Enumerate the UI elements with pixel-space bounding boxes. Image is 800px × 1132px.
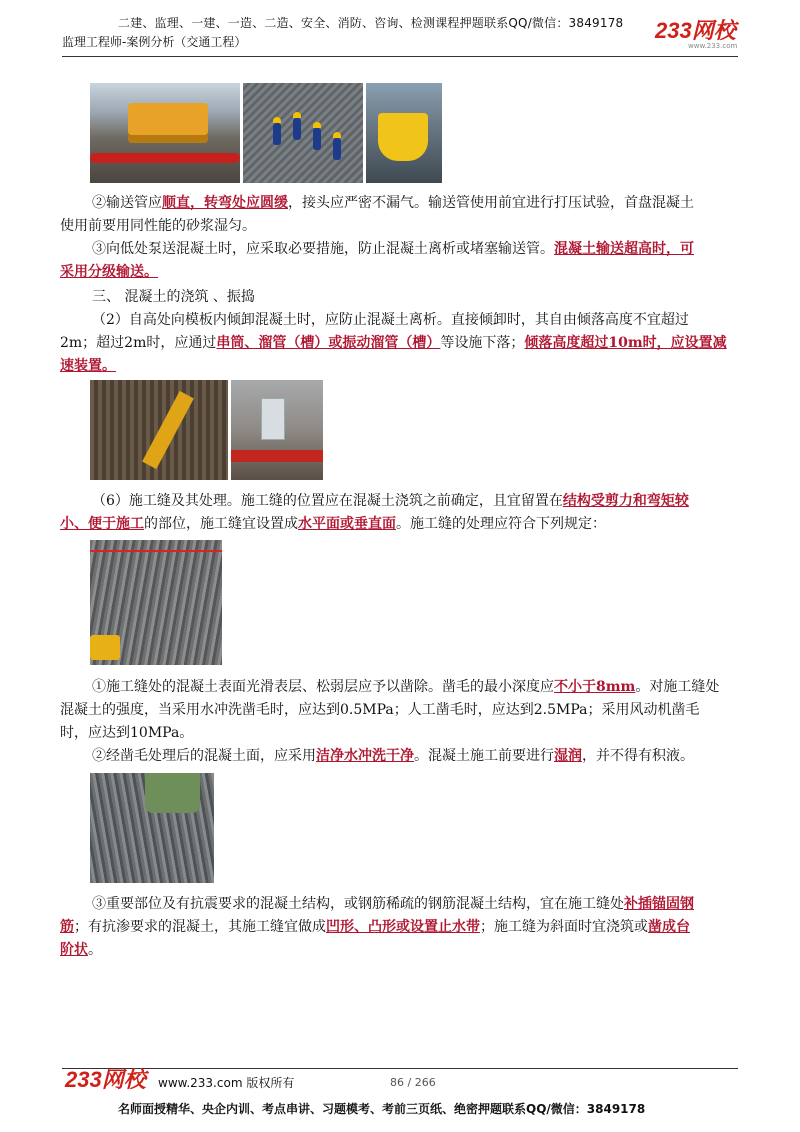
header-divider (62, 56, 738, 57)
paragraph-chisel-1: ①施工缝处的混凝土表面光滑表层、松弱层应予以凿除。凿毛的最小深度应不小于8mm。对施工缝处 (92, 679, 720, 695)
brand-url: www.233.com (688, 42, 738, 50)
formwork-chute-photo (90, 380, 228, 480)
washing-surface-photo (90, 773, 214, 883)
paragraph-pipe-2: 使用前要用同性能的砂浆湿匀。 (60, 218, 256, 234)
paragraph-joint-1: （6）施工缝及其处理。施工缝的位置应在混凝土浇筑之前确定，且宜留置在结构受剪力和弯矩较 (92, 493, 689, 509)
hopper-photo (366, 83, 442, 183)
paragraph-dumping-2: 2m；超过2m时，应通过串筒、溜管（槽）或振动溜管（槽）等设施下落；倾落高度超过10m时，应设置减 (60, 335, 727, 351)
paragraph-seismic-2: 筋；有抗渗要求的混凝土，其施工缝宜做成凹形、凸形或设置止水带；施工缝为斜面时宜浇筑或凿成台 (60, 919, 690, 935)
roughened-surface-photo (90, 540, 222, 665)
footer-copyright: www.233.com 版权所有 (158, 1076, 295, 1090)
footer-divider (62, 1068, 738, 1069)
footer-ad-text: 名师面授精华、央企内训、考点串讲、习题模考、考前三页纸、绝密押题联系QQ/微信：3849178 (118, 1102, 646, 1116)
workers-pouring-photo (243, 83, 363, 183)
paragraph-dumping-3: 速装置。 (60, 358, 116, 374)
page-number: 86 / 266 (390, 1076, 436, 1089)
paragraph-chisel-3: 时，应达到10MPa。 (60, 725, 194, 741)
brand-logo: 233网校 (655, 18, 736, 43)
paragraph-seismic-3: 阶状。 (60, 942, 102, 958)
paragraph-dumping-1: （2）自高处向模板内倾卸混凝土时，应防止混凝土离析。直接倾卸时，其自由倾落高度不宜超过 (92, 312, 689, 328)
paragraph-chisel-2: 混凝土的强度，当采用水冲洗凿毛时，应达到0.5MPa；人工凿毛时，应达到2.5MPa；采用风动机凿毛 (60, 702, 700, 718)
section-heading: 三、 混凝土的浇筑 、振捣 (92, 289, 255, 305)
paragraph-pipe-1: ②输送管应顺直，转弯处应圆缓，接头应严密不漏气。输送管使用前宜进行打压试验，首盘混凝土 (92, 195, 694, 211)
paragraph-joint-2: 小、便于施工的部位，施工缝宜设置成水平面或垂直面。施工缝的处理应符合下列规定： (60, 516, 606, 532)
concrete-pump-photo (90, 83, 240, 183)
chute-pipe-photo (231, 380, 323, 480)
paragraph-pumping-1: ③向低处泵送混凝土时，应采取必要措施，防止混凝土离析或堵塞输送管。混凝土输送超高时，可 (92, 241, 694, 257)
document-title: 监理工程师-案例分析（交通工程） (62, 35, 247, 49)
header-ad-text: 二建、监理、一建、一造、二造、安全、消防、咨询、检测课程押题联系QQ/微信：3849178 (118, 16, 624, 30)
paragraph-wash: ②经凿毛处理后的混凝土面，应采用洁净水冲洗干净。混凝土施工前要进行湿润，并不得有积液。 (92, 748, 694, 764)
paragraph-seismic-1: ③重要部位及有抗震要求的混凝土结构，或钢筋稀疏的钢筋混凝土结构，宜在施工缝处补插锚固钢 (92, 896, 694, 912)
footer-logo: 233网校 (65, 1067, 146, 1092)
paragraph-pumping-2: 采用分级输送。 (60, 264, 158, 280)
